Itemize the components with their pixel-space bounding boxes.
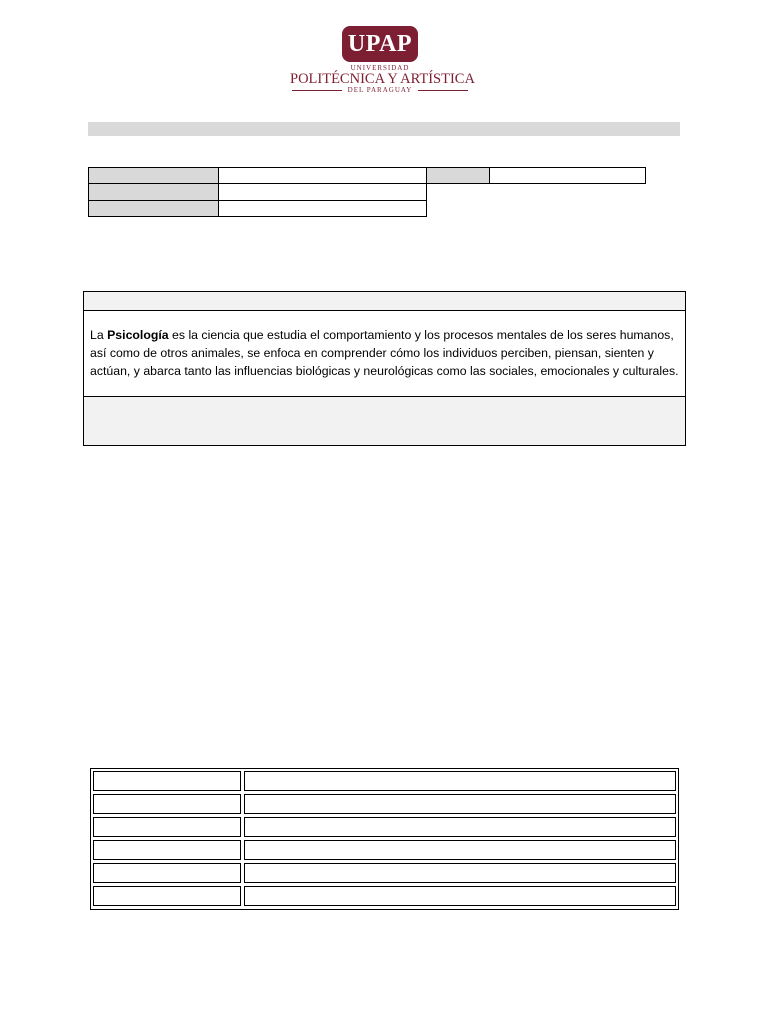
table-label-cell xyxy=(93,817,241,837)
table-value-cell[interactable] xyxy=(244,863,676,883)
logo-divider-right xyxy=(418,90,468,91)
table-row xyxy=(93,840,676,860)
table-row xyxy=(93,886,676,906)
table-label-cell xyxy=(93,840,241,860)
table-row xyxy=(93,863,676,883)
table-row xyxy=(93,817,676,837)
university-logo xyxy=(290,26,475,96)
table-value-cell[interactable] xyxy=(244,817,676,837)
info-label-cell-2 xyxy=(88,183,219,201)
table-label-cell xyxy=(93,863,241,883)
definition-prefix: La xyxy=(90,328,108,342)
info-value-cell-3[interactable] xyxy=(218,200,427,217)
table-value-cell[interactable] xyxy=(244,886,676,906)
info-value-cell-2[interactable] xyxy=(218,183,427,201)
logo-universidad: UNIVERSIDAD xyxy=(350,64,410,72)
logo-bottom-line xyxy=(290,86,470,96)
table-row xyxy=(93,794,676,814)
info-value-cell-1[interactable] xyxy=(218,167,427,184)
table-row xyxy=(93,771,676,791)
info-label-cell-side xyxy=(426,167,490,184)
definition-text xyxy=(90,326,682,380)
table-label-cell xyxy=(93,771,241,791)
logo-name: POLITÉCNICA Y ARTÍSTICA xyxy=(290,71,475,87)
document-title-bar xyxy=(88,122,680,136)
table-value-cell[interactable] xyxy=(244,794,676,814)
definition-footer xyxy=(84,396,685,445)
info-value-cell-side[interactable] xyxy=(489,167,646,184)
definition-box xyxy=(83,291,686,446)
table-label-cell xyxy=(93,794,241,814)
bottom-table xyxy=(90,768,679,910)
table-value-cell[interactable] xyxy=(244,840,676,860)
definition-header xyxy=(84,292,685,311)
table-label-cell xyxy=(93,886,241,906)
logo-subtitle: DEL PARAGUAY xyxy=(347,86,413,94)
definition-term: Psicología xyxy=(107,328,169,342)
table-value-cell[interactable] xyxy=(244,771,676,791)
info-label-cell-3 xyxy=(88,200,219,217)
definition-body: es la ciencia que estudia el comportamiento y los procesos mentales de los seres humanos, así como de otros animales, se enfoca en comprender cómo los individuos perciben, piensan, sienten y actúan, y abarca tanto las influencias biológicas y neurológicas como las sociales, emocionales y culturales. xyxy=(90,328,679,378)
info-label-cell-1 xyxy=(88,167,219,184)
logo-acronym: UPAP xyxy=(342,26,418,62)
